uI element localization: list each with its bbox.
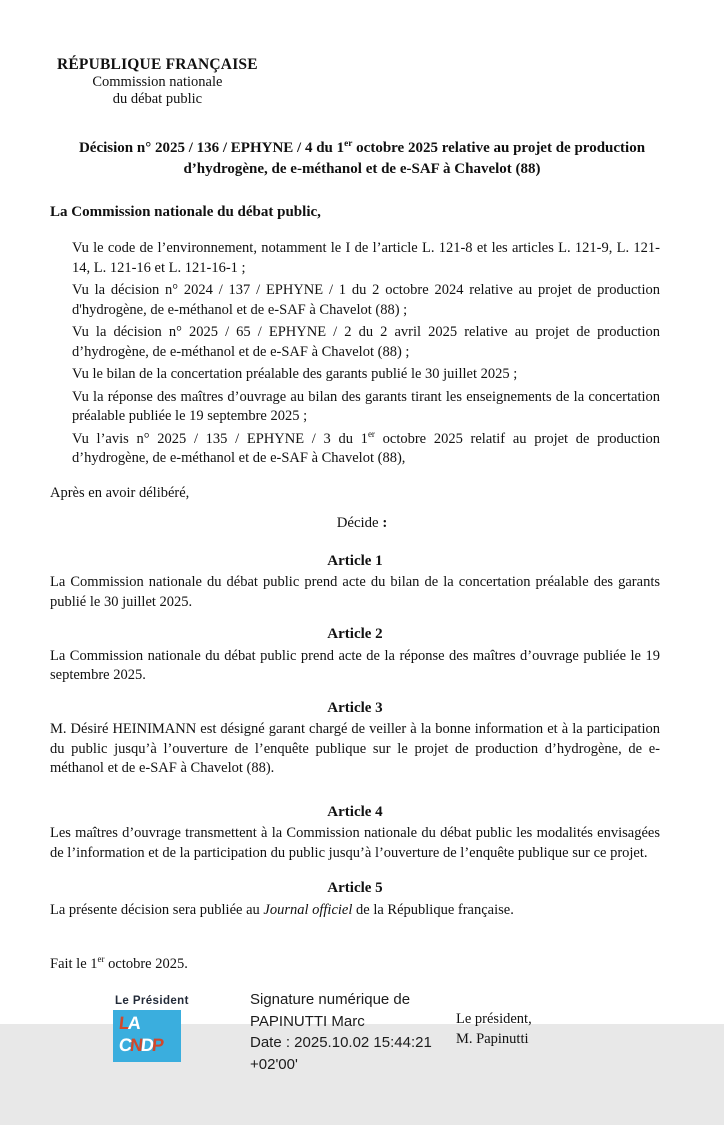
letterhead — [57, 56, 258, 108]
article-1-heading: Article 1 — [327, 552, 383, 569]
superscript-er: er — [344, 139, 353, 149]
article-4-heading: Article 4 — [327, 803, 383, 820]
digital-signature-text — [250, 989, 432, 1075]
article-2 — [50, 625, 660, 686]
article-3-heading: Article 3 — [327, 699, 383, 716]
article-5-body: La présente décision sera publiée au Journal officiel de la République française. — [50, 901, 514, 918]
signature-block — [0, 991, 724, 1125]
article-3 — [50, 699, 660, 779]
visa-item: Vu l’avis n° 2025 / 135 / EPHYNE / 3 du 1er octobre 2025 relatif au projet de production d’hydrogène, de e-méthanol et de e-SAF à Chavelot (88), — [72, 428, 660, 466]
superscript-er: er — [97, 954, 105, 965]
article-4-body: Les maîtres d’ouvrage transmettent à la Commission nationale du débat public les modalités envisagées de l’information et de la participation du public jusqu’à l’ouverture de l’enquête publique sur ce projet. — [50, 825, 660, 861]
superscript-er: er — [367, 428, 375, 439]
cndp-logo-line2: CNDP — [117, 1035, 164, 1055]
visa-item: Vu la décision n° 2025 / 65 / EPHYNE / 2 du 2 avril 2025 relative au projet de production d’hydrogène, de e-méthanol et de e-SAF à Chavelot (88) ; — [72, 324, 660, 360]
org-name-line1: Commission nationale — [92, 74, 223, 90]
decision-title-line1: Décision n° 2025 / 136 / EPHYNE / 4 du 1er octobre 2025 relative au projet de production — [78, 139, 646, 156]
visa-item: Vu le bilan de la concertation préalable des garants publié le 30 juillet 2025 ; — [72, 366, 518, 382]
opening-line: La Commission nationale du débat public, — [50, 204, 321, 220]
article-1-body: La Commission nationale du débat public prend acte du bilan de la concertation préalable des garants publié le 30 juillet 2025. — [50, 574, 660, 610]
signatory-title: Le président, — [456, 1011, 532, 1027]
digital-signature-line: Date : 2025.10.02 15:44:21 — [250, 1034, 432, 1051]
decision-title — [64, 138, 660, 180]
org-name-line2: du débat public — [112, 91, 203, 107]
cndp-logo-line1: LA — [117, 1013, 141, 1033]
article-5 — [50, 879, 660, 920]
article-2-heading: Article 2 — [327, 626, 383, 642]
visa-item: Vu la décision n° 2024 / 137 / EPHYNE / 1 du 2 octobre 2024 relative au projet de production d'hydrogène, de e-méthanol et de e-SAF à Chavelot (88) ; — [72, 282, 660, 318]
president-label: Le Président — [115, 995, 189, 1007]
digital-signature-line: PAPINUTTI Marc — [250, 1012, 365, 1030]
article-1 — [50, 552, 660, 613]
visa-list — [72, 239, 660, 469]
date-of-signature-line: Fait le 1er octobre 2025. — [50, 954, 188, 972]
visa-item: Vu le code de l’environnement, notamment le I de l’article L. 121-8 et les articles L. 121-9, L. 121-14, L. 121-16 et L. 121-16-1 ; — [72, 240, 660, 276]
decide-line: Décide : — [336, 514, 388, 531]
deliberation-line: Après en avoir délibéré, — [50, 484, 190, 501]
digital-signature-line: +02'00' — [250, 1055, 298, 1073]
republic-title: RÉPUBLIQUE FRANÇAISE — [57, 56, 258, 73]
decision-title-line2: d’hydrogène, de e-méthanol et de e-SAF à Chavelot (88) — [183, 161, 541, 177]
article-5-heading: Article 5 — [327, 880, 383, 896]
article-4 — [50, 803, 660, 864]
president-stamp — [113, 995, 203, 1062]
articles-section — [50, 552, 660, 921]
signatory: M. Papinutti — [456, 1031, 529, 1047]
cndp-logo — [113, 1010, 181, 1062]
digital-signature-line: Signature numérique de — [250, 991, 411, 1008]
article-3-body: M. Désiré HEINIMANN est désigné garant chargé de veiller à la bonne information et à la participation du public jusqu’à l’ouverture de l’enquête publique sur le projet de production d’hydrogène, de e-méthanol et de e-SAF à Chavelot (88). — [50, 721, 660, 776]
signatory-name — [456, 1009, 532, 1049]
visa-item: Vu la réponse des maîtres d’ouvrage au bilan des garants tirant les enseignements de la concertation préalable publiée le 19 septembre 2025 ; — [72, 388, 660, 424]
article-2-body: La Commission nationale du débat public prend acte de la réponse des maîtres d’ouvrage publiée le 19 septembre 2025. — [50, 647, 660, 683]
